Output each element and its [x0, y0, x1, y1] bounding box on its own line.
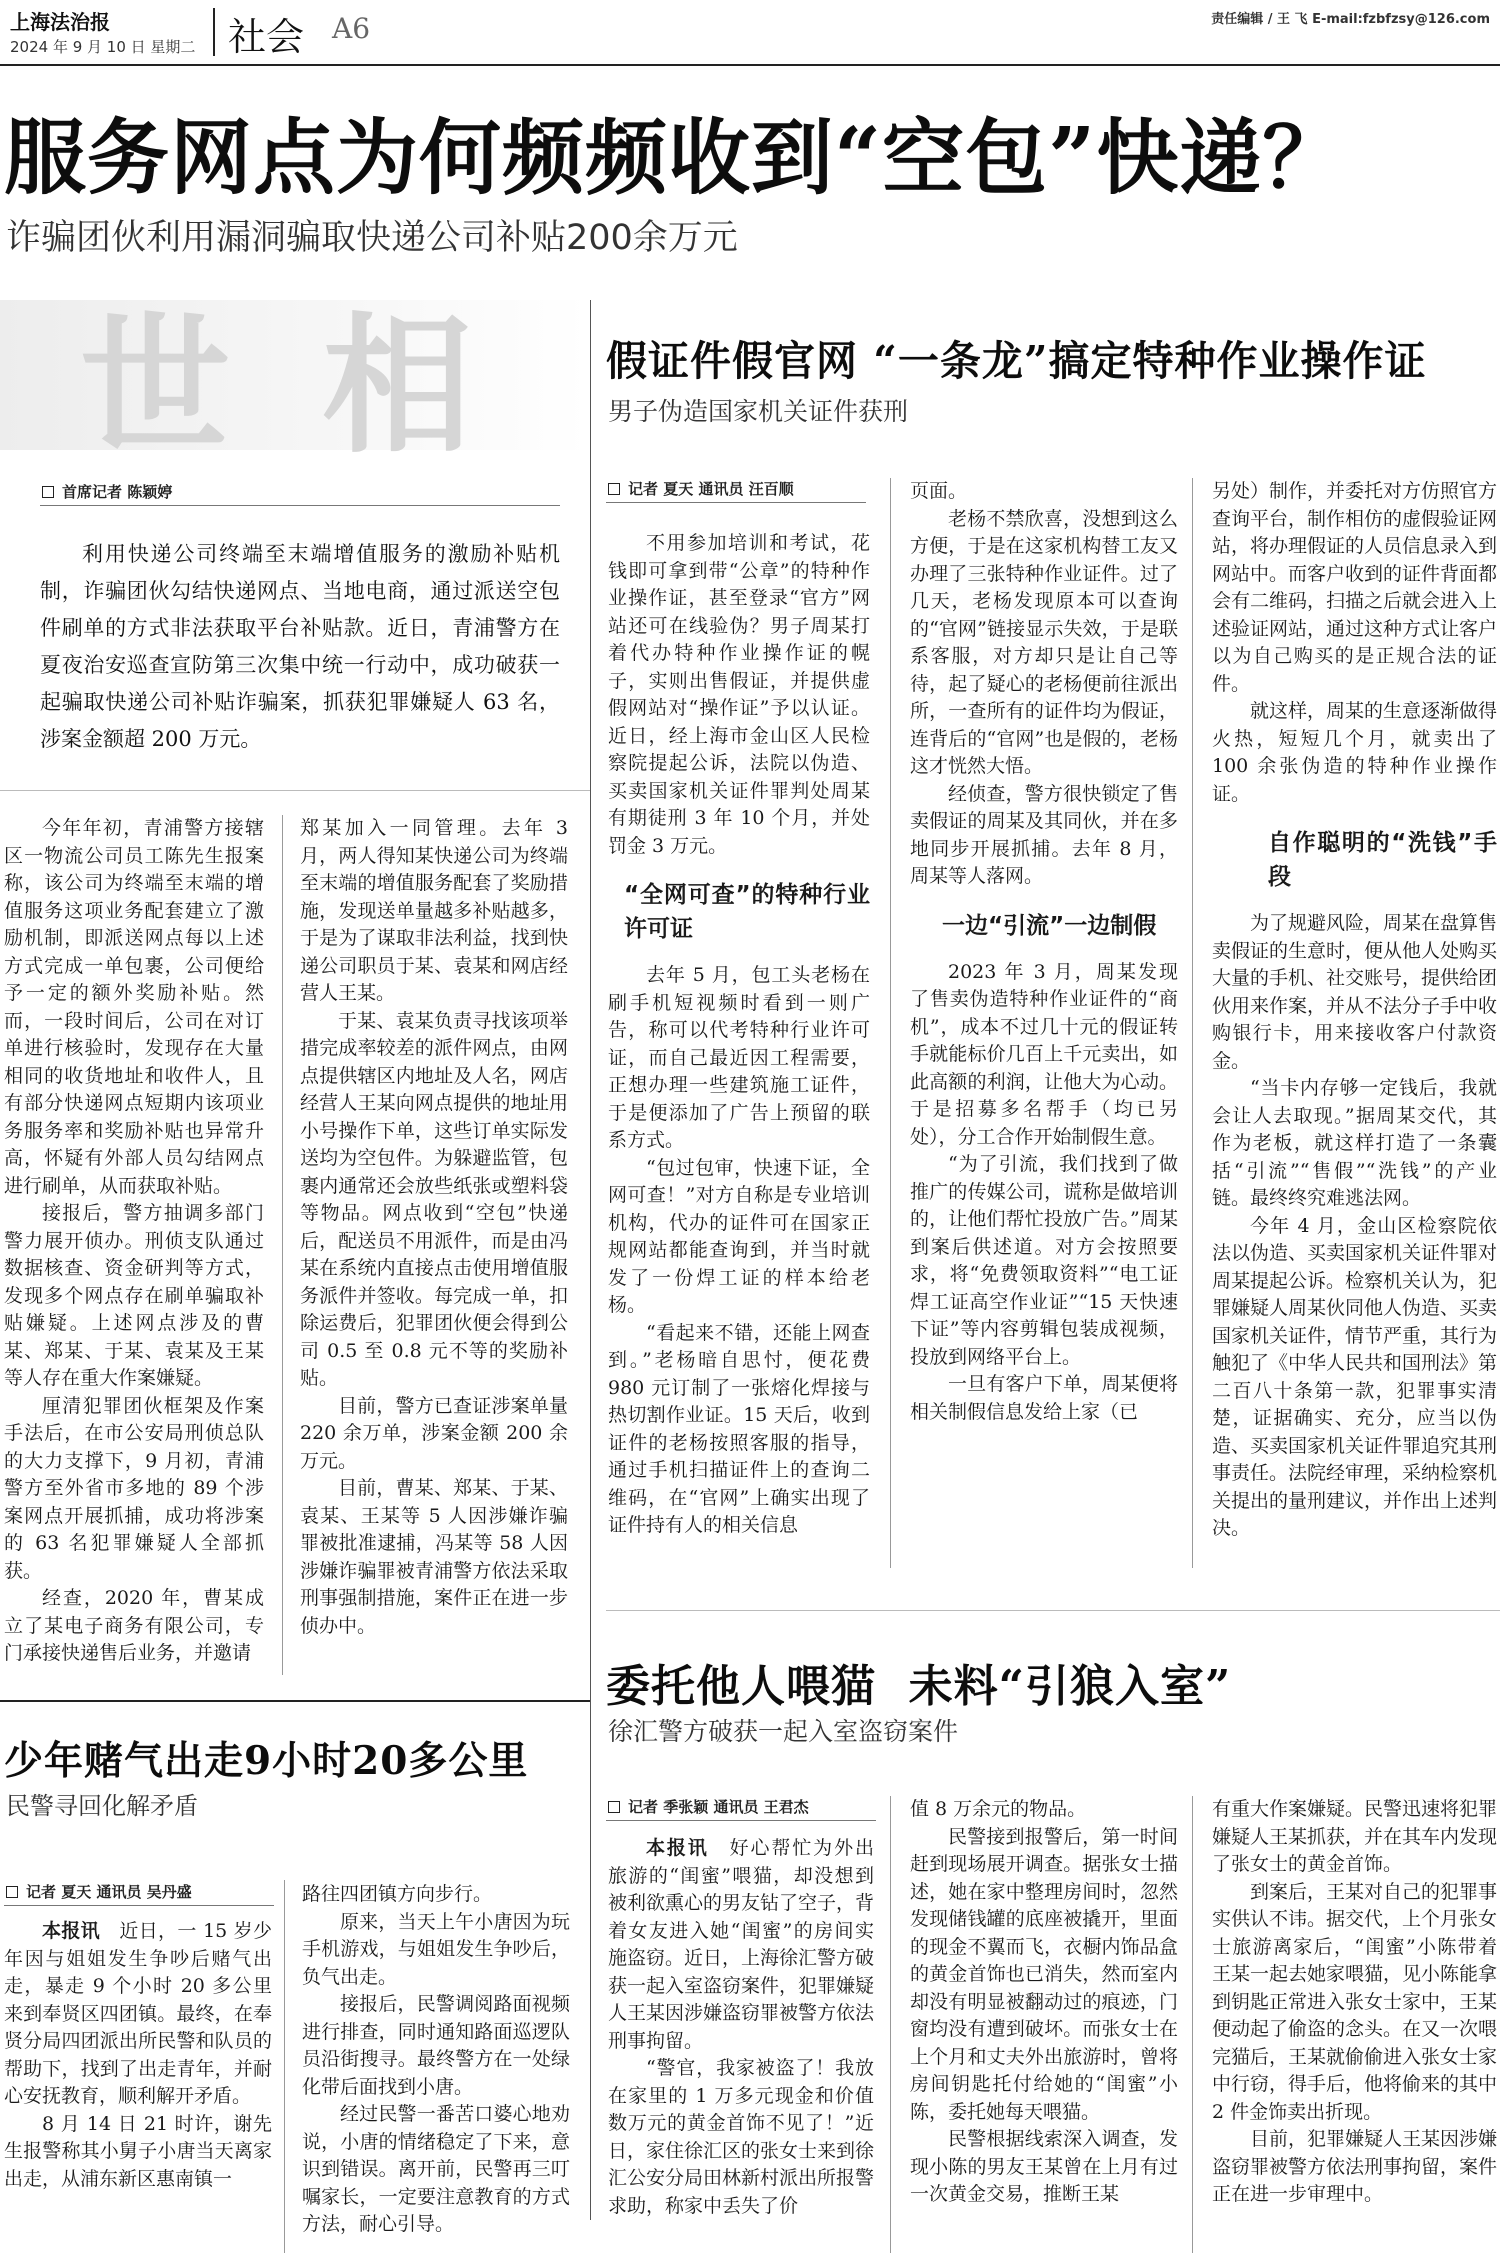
- paragraph: 到案后，王某对自己的犯罪事实供认不讳。据交代，上个月张女士旅游离家后，“闺蜜”小陈带着王某一起去她家喂猫，见小陈能拿到钥匙正常进入张女士家中，王某便动起了偷盗的念头。在又一次喂完猫后，王某就偷偷进入张女士家中行窃，得手后，他将偷来的其中 2 件金饰卖出折现。: [1212, 1880, 1498, 2123]
- paragraph: 8 月 14 日 21 时许，谢先生报警称其小舅子小唐当天离家出走，从浦东新区惠南镇一: [4, 2112, 272, 2190]
- youth-rule-top: [0, 1700, 590, 1702]
- column-rule: [1192, 1796, 1193, 2253]
- sidebar-calligraphy: 世 相: [80, 298, 493, 474]
- cert-subheading-1: “全网可查”的特种行业许可证: [624, 882, 870, 942]
- paragraph: 2023 年 3 月，周某发现了售卖伪造特种作业证件的“商机”，成本不过几十元的假证转手就能标价几百上千元卖出，如此高额的利润，让他大为心动。于是招募多名帮手（均已另处），分工合作开始制假生意。: [910, 960, 1178, 1148]
- cat-col-1: [608, 1835, 874, 2220]
- main-col-2: [300, 815, 568, 1640]
- masthead-rule: [0, 64, 1500, 66]
- cert-subheading-3: 自作聪明的“洗钱”手段: [1268, 830, 1497, 890]
- paragraph: 接报后，警方抽调多部门警力展开侦办。刑侦支队通过数据核查、资金研判等方式，发现多个网点存在刷单骗取补贴嫌疑。上述网点涉及的曹某、郑某、于某、袁某及王某等人存在重大作案嫌疑。: [4, 1202, 264, 1389]
- paragraph: 为了规避风险，周某在盘算售卖假证的生意时，便从他人处购买大量的手机、社交账号，提供给团伙用来作案，并从不法分子手中收购银行卡，用来接收客户付款资金。: [1212, 912, 1498, 1072]
- paragraph: 路往四团镇方向步行。: [302, 1883, 493, 1905]
- paragraph: “看起来不错，还能上网查到。”老杨暗自思忖，便花费 980 元订制了一张熔化焊接与热切割作业证。15 天后，收到证件的老杨按照客服的指导，通过手机扫描证件上的查询二维码，在“官网”上确实出现了证件持有人的相关信息: [608, 1321, 870, 1536]
- lead-label: 本报讯: [646, 1837, 709, 1859]
- cert-col-2: [910, 478, 1178, 1426]
- paragraph: 老杨不禁欣喜，没想到这么方便，于是在这家机构替工友又办理了三张特种作业证件。过了几天，老杨发现原本可以查询的“官网”链接显示失效，于是联系客服，对方却只是让自己等待，起了疑心的老杨便前往派出所，一查所有的证件均为假证，连背后的“官网”也是假的，老杨这才恍然大悟。: [910, 507, 1178, 777]
- paragraph: 郑某加入一同管理。去年 3 月，两人得知某快递公司为终端至末端的增值服务配套了奖励措施，发现送单量越多补贴越多，于是为了谋取非法利益，找到快递公司职员于某、袁某和网店经营人王某。: [300, 817, 568, 1004]
- paragraph: 本报讯 好心帮忙为外出旅游的“闺蜜”喂猫，却没想到被利欲熏心的男友钻了空子，背着女友进入她“闺蜜”的房间实施盗窃。近日，上海徐汇警方破获一起入室盗窃案件，犯罪嫌疑人王某因涉嫌盗窃罪被警方依法刑事拘留。: [608, 1837, 875, 2052]
- column-rule: [890, 478, 891, 1568]
- paragraph: 页面。: [910, 480, 968, 502]
- paragraph: 今年年初，青浦警方接辖区一物流公司员工陈先生报案称，该公司为终端至末端的增值服务这项业务配套建立了激励机制，即派送网点每以上述方式完成一单包裹，公司便给予一定的额外奖励补贴。然而，一段时间后，公司在对订单进行核验时，发现存在大量相同的收货地址和收件人，且有部分快递网点短期内该项业务服务率和奖励补贴也异常升高，怀疑有外部人员勾结网点进行刷单，从而获取补贴。: [4, 817, 264, 1197]
- paragraph: 就这样，周某的生意逐渐做得火热，短短几个月，就卖出了 100 余张伪造的特种作业操作证。: [1212, 700, 1498, 805]
- column-rule: [282, 815, 283, 1675]
- column-rule: [284, 1880, 285, 2253]
- paragraph: 另处）制作，并委托对方仿照官方查询平台，制作相仿的虚假验证网站，将办理假证的人员信息录入到网站中。而客户收到的证件背面都会有二维码，扫描之后就会进入上述验证网站，通过这种方式让客户以为自己购买的是正规合法的证件。: [1212, 480, 1498, 695]
- main-col-1: [4, 815, 264, 1668]
- main-lead: [40, 536, 560, 758]
- youth-subhead: 民警寻回化解矛盾: [6, 1792, 198, 1820]
- page-number: A6: [332, 12, 371, 45]
- section-divider: [590, 300, 591, 2220]
- column-rule: [890, 1796, 891, 2253]
- cert-headline: 假证件假官网 “一条龙”搞定特种作业操作证: [606, 337, 1427, 385]
- paragraph: 原来，当天上午小唐因为玩手机游戏，与姐姐发生争吵后，负气出走。: [302, 1910, 570, 1988]
- cert-col-1: [608, 530, 870, 1540]
- cert-subheading-2: 一边“引流”一边制假: [942, 912, 1157, 939]
- paragraph: 本报讯 近日，一 15 岁少年因与姐姐发生争吵后赌气出走，暴走 9 个小时 20 多公里来到奉贤区四团镇。最终，在奉贤分局四团派出所民警和队员的帮助下，找到了出走青年，并耐心安抚教育，顺利解开矛盾。: [4, 1920, 272, 2107]
- paragraph: 经过民警一番苦口婆心地劝说，小唐的情绪稳定了下来，意识到错误。离开前，民警再三叮嘱家长，一定要注意教育的方式方法，耐心引导。: [302, 2103, 570, 2235]
- cat-col-2: [910, 1796, 1178, 2209]
- paragraph: 今年 4 月，金山区检察院依法以伪造、买卖国家机关证件罪对周某提起公诉。检察机关认为，犯罪嫌疑人周某伙同他人伪造、买卖国家机关证件，情节严重，其行为触犯了《中华人民共和国刑法》第二百八十条第一款，犯罪事实清楚，证据确实、充分，应当以伪造、买卖国家机关证件罪追究其刑事责任。法院经审理，采纳检察机关提出的量刑建议，并作出上述判决。: [1212, 1214, 1498, 1539]
- youth-byline: 记者 夏天 通讯员 吴丹盛: [6, 1881, 192, 1902]
- byline-box-icon: [6, 1886, 18, 1898]
- youth-col-2: [302, 1881, 570, 2239]
- youth-col-1: [4, 1918, 272, 2193]
- main-headline: 服务网点为何频频收到“空包”快递？: [4, 110, 1346, 206]
- paragraph: 目前，警方已查证涉案单量 220 余万单，涉案金额 200 余万元。: [300, 1394, 568, 1472]
- main-byline-rule: [40, 505, 560, 506]
- masthead-divider: [213, 8, 215, 56]
- cat-subhead: 徐汇警方破获一起入室盗窃案件: [608, 1717, 959, 1746]
- paragraph: 值 8 万余元的物品。: [910, 1798, 1087, 1820]
- masthead: [0, 0, 1500, 66]
- editor-credit: 责任编辑 / 王 飞 E-mail:fzbfzsy@126.com: [1211, 12, 1490, 27]
- section-name: 社会: [228, 15, 305, 59]
- youth-byline-rule: [4, 1905, 274, 1906]
- paragraph: 于某、袁某负责寻找该项举措完成率较差的派件网点，由网点提供辖区内地址及人名，网店经营人王某向网点提供的地址用小号操作下单，这些订单实际发送均为空包件。为躲避监管，包裹内通常还会放些纸张或塑料袋等物品。网点收到“空包”快递后，配送员不用派件，而是由冯某在系统内直接点击使用增值服务派件并签收。每完成一单，扣除运费后，犯罪团伙便会得到公司 0.5 至 0.8 元不等的奖励补贴。: [300, 1009, 568, 1389]
- paragraph: 民警接到报警后，第一时间赶到现场展开调查。据张女士描述，她在家中整理房间时，忽然发现储钱罐的底座被撬开，里面的现金不翼而飞，衣橱内饰品盒的黄金首饰也已消失，然而室内却没有明显被翻动过的痕迹，门窗均没有遭到破坏。而张女士在上个月和丈夫外出旅游时，曾将房间钥匙托付给她的“闺蜜”小陈，委托她每天喂猫。: [910, 1825, 1178, 2123]
- paragraph: 有重大作案嫌疑。民警迅速将犯罪嫌疑人王某抓获，并在其车内发现了张女士的黄金首饰。: [1212, 1798, 1498, 1875]
- cert-subhead: 男子伪造国家机关证件获刑: [608, 397, 909, 426]
- paragraph: 一旦有客户下单，周某便将相关制假信息发给上家（已: [910, 1373, 1178, 1423]
- main-byline: 首席记者 陈颖婷: [42, 481, 172, 502]
- paragraph: 民警根据线索深入调查，发现小陈的男友王某曾在上月有过一次黄金交易，推断王某: [910, 2128, 1178, 2205]
- byline-box-icon: [42, 486, 54, 498]
- column-rule: [1192, 478, 1193, 1568]
- cert-col-3: [1212, 478, 1497, 1543]
- main-lead-text: 利用快递公司终端至末端增值服务的激励补贴机制，诈骗团伙勾结快递网点、当地电商，通过派送空包件刷单的方式非法获取平台补贴款。近日，青浦警方在夏夜治安巡查宣防第三次集中统一行动中，成功破获一起骗取快递公司补贴诈骗案，抓获犯罪嫌疑人 63 名，涉案金额超 200 万元。: [40, 542, 560, 751]
- cat-byline-rule: [606, 1820, 876, 1821]
- paper-name: 上海法治报: [10, 10, 110, 34]
- cert-byline: 记者 夏天 通讯员 汪百顺: [608, 478, 794, 499]
- cat-byline: 记者 季张颖 通讯员 王君杰: [608, 1796, 809, 1817]
- main-subhead: 诈骗团伙利用漏洞骗取快递公司补贴200余万元: [6, 218, 738, 258]
- cat-col-3: [1212, 1796, 1497, 2209]
- paragraph: 不用参加培训和考试，花钱即可拿到带“公章”的特种作业操作证，甚至登录“官方”网站还可在线验伪？男子周某打着代办特种作业操作证的幌子，实则出售假证，并提供虚假网站对“操作证”予以认证。近日，经上海市金山区人民检察院提起公诉，法院以伪造、买卖国家机关证件罪判处周某有期徒刑 3 年 10 个月，并处罚金 3 万元。: [608, 532, 870, 857]
- paragraph: “包过包审，快速下证，全网可查！”对方自称是专业培训机构，代办的证件可在国家正规网站都能查询到，并当时就发了一份焊工证的样本给老杨。: [608, 1156, 870, 1316]
- paragraph: 经侦查，警方很快锁定了售卖假证的周某及其同伙，并在多地同步开展抓捕。去年 8 月，周某等人落网。: [910, 782, 1178, 887]
- paragraph: 去年 5 月，包工头老杨在刷手机短视频时看到一则广告，称可以代考特种行业许可证，而自己最近因工程需要，正想办理一些建筑施工证件，于是便添加了广告上预留的联系方式。: [608, 964, 870, 1151]
- paragraph: 经查，2020 年，曹某成立了某电子商务有限公司，专门承接快递售后业务，并邀请: [4, 1587, 264, 1664]
- paragraph: “当卡内存够一定钱后，我就会让人去取现。”据周某交代，其作为老板，就这样打造了一条囊括“引流”“售假”“洗钱”的产业链。最终终究难逃法网。: [1212, 1077, 1497, 1209]
- cat-rule-top: [606, 1610, 1500, 1611]
- paragraph: 目前，犯罪嫌疑人王某因涉嫌盗窃罪被警方依法刑事拘留，案件正在进一步审理中。: [1212, 2128, 1498, 2205]
- lead-label: 本报讯: [42, 1920, 101, 1942]
- youth-headline: 少年赌气出走9小时20多公里: [4, 1738, 529, 1784]
- paragraph: 接报后，民警调阅路面视频进行排查，同时通知路面巡逻队员沿街搜寻。最终警方在一处绿化带后面找到小唐。: [302, 1993, 570, 2098]
- paragraph: “为了引流，我们找到了做推广的传媒公司，谎称是做培训的，让他们帮忙投放广告。”周某到案后供述道。对方会按照要求，将“免费领取资料”“电工证焊工证高空作业证”“15 天快速下证”等内容剪辑包装成视频，投放到网络平台上。: [910, 1153, 1178, 1368]
- paragraph: 目前，曹某、郑某、于某、袁某、王某等 5 人因涉嫌诈骗罪被批准逮捕，冯某等 58 人因涉嫌诈骗罪被青浦警方依法采取刑事强制措施，案件正在进一步侦办中。: [300, 1477, 568, 1637]
- paragraph: 厘清犯罪团伙框架及作案手法后，在市公安局刑侦总队的大力支撑下，9 月初，青浦警方至外省市多地的 89 个涉案网点开展抓捕，成功将涉案的 63 名犯罪嫌疑人全部抓获。: [4, 1394, 264, 1582]
- byline-box-icon: [608, 483, 620, 495]
- paragraph: “警官，我家被盗了！我放在家里的 1 万多元现金和价值数万元的黄金首饰不见了！”近日，家住徐汇区的张女士来到徐汇公安分局田林新村派出所报警求助，称家中丢失了价: [608, 2057, 875, 2217]
- main-lead-rule: [0, 790, 590, 791]
- byline-box-icon: [608, 1801, 620, 1813]
- cert-byline-rule: [606, 502, 866, 503]
- issue-date: 2024 年 9 月 10 日 星期二: [10, 38, 196, 56]
- cat-headline: 委托他人喂猫 未料“引狼入室”: [606, 1661, 1232, 1712]
